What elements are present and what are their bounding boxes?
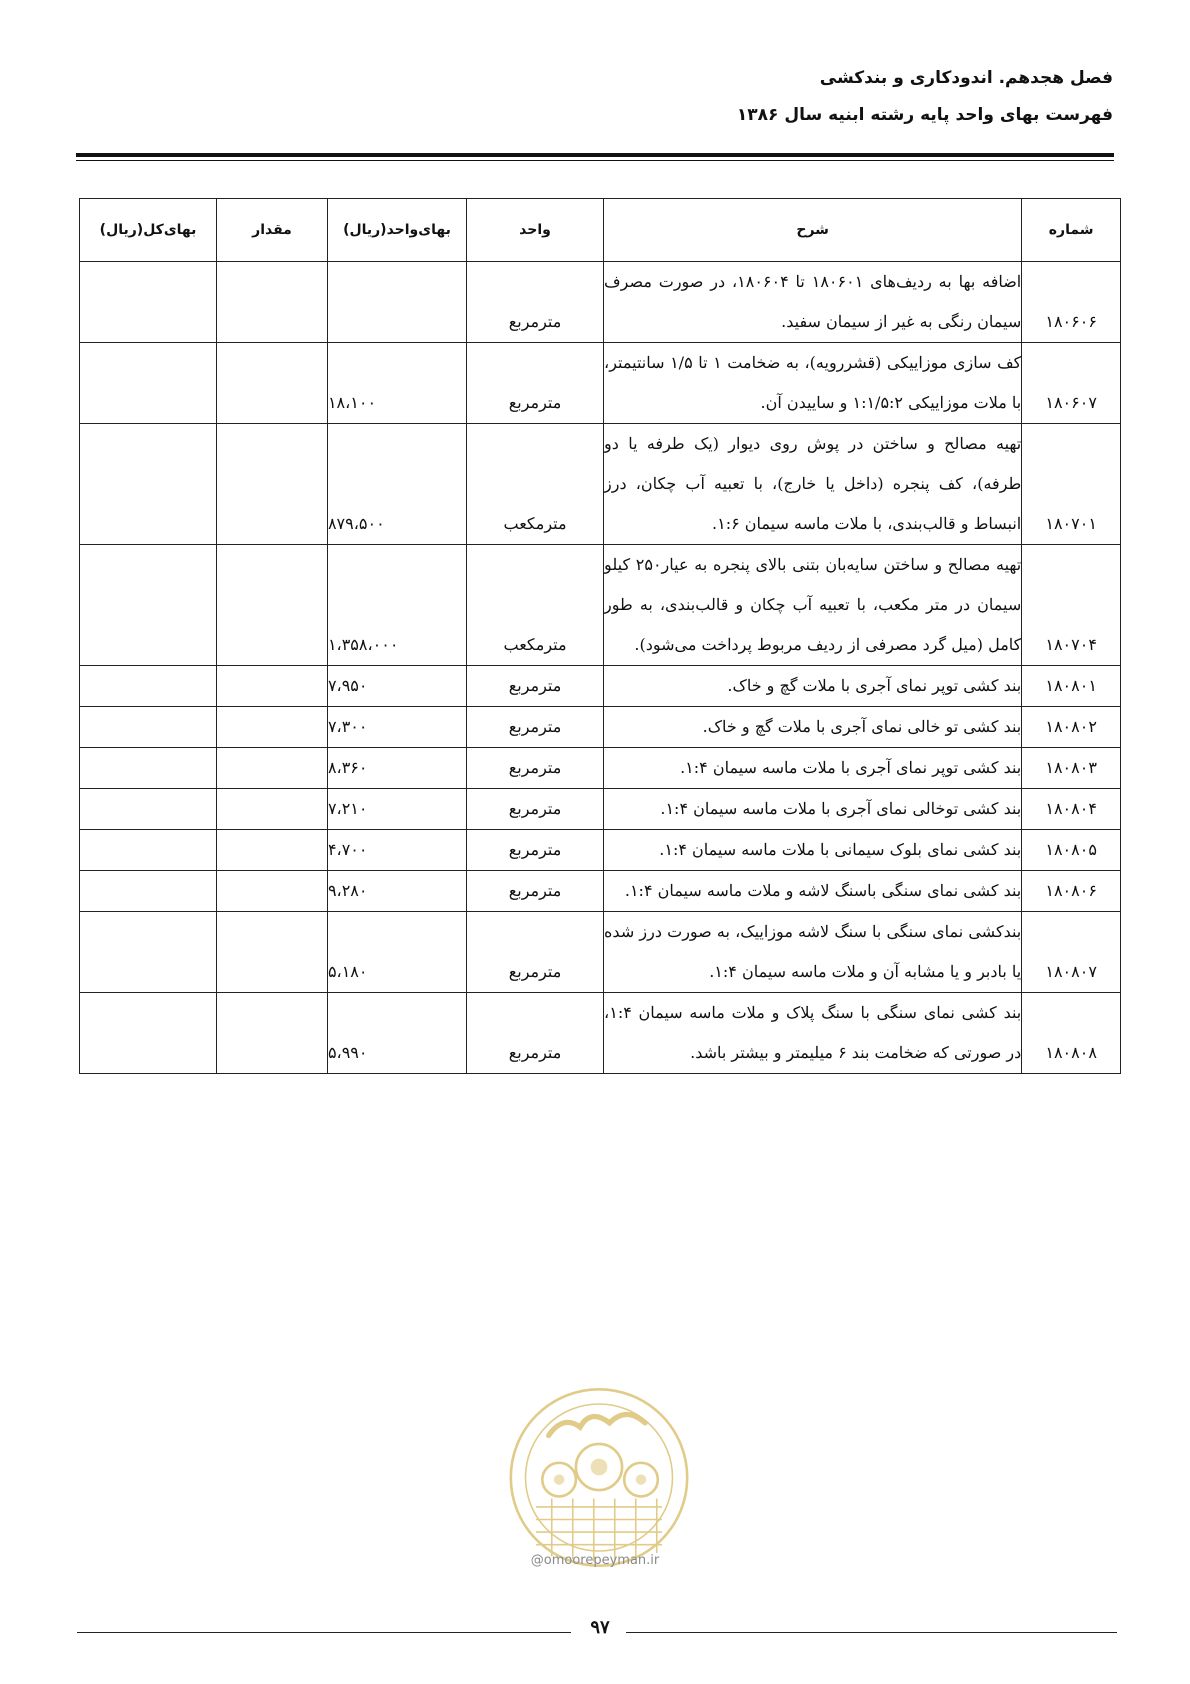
table-row bbox=[80, 666, 1121, 707]
header-rule-thick bbox=[76, 153, 1114, 157]
cell-unit: مترمکعب bbox=[467, 545, 604, 666]
cell-total-price bbox=[80, 666, 217, 707]
cell-unit: مترمربع bbox=[467, 748, 604, 789]
cell-description: بند کشی نمای بلوک سیمانی با ملات ماسه سیمان ۱:۴. bbox=[604, 830, 1022, 871]
watermark-url: @omoorepeyman.ir bbox=[530, 1553, 660, 1568]
cell-quantity bbox=[217, 707, 328, 748]
cell-total-price bbox=[80, 748, 217, 789]
cell-total-price bbox=[80, 871, 217, 912]
cell-unit-price: ۴،۷۰۰ bbox=[327, 830, 466, 871]
column-header-total-price: بهای‌کل(ریال) bbox=[80, 199, 217, 262]
cell-number: ۱۸۰۷۰۱ bbox=[1022, 424, 1121, 545]
table-row bbox=[80, 262, 1121, 343]
table-row bbox=[80, 424, 1121, 545]
cell-total-price bbox=[80, 545, 217, 666]
cell-number: ۱۸۰۶۰۷ bbox=[1022, 343, 1121, 424]
page-number: ۹۷ bbox=[590, 1617, 610, 1638]
column-header-number: شماره bbox=[1022, 199, 1121, 262]
cell-description: بند کشی توپر نمای آجری با ملات ماسه سیمان ۱:۴. bbox=[604, 748, 1022, 789]
cell-quantity bbox=[217, 830, 328, 871]
table-row bbox=[80, 748, 1121, 789]
cell-unit-price bbox=[327, 262, 466, 343]
cell-quantity bbox=[217, 871, 328, 912]
column-header-description: شرح bbox=[604, 199, 1022, 262]
cell-unit: مترمربع bbox=[467, 789, 604, 830]
cell-unit: مترمربع bbox=[467, 707, 604, 748]
cell-description: کف سازی موزاییکی (قشررویه)، به ضخامت ۱ تا ۱/۵ سانتیمتر، با ملات موزاییکی ۱:۱/۵:۲ و ساییدن آن. bbox=[604, 343, 1022, 424]
page-header bbox=[737, 68, 1113, 125]
cell-description: بند کشی تو خالی نمای آجری با ملات گچ و خاک. bbox=[604, 707, 1022, 748]
cell-quantity bbox=[217, 343, 328, 424]
price-list-table bbox=[79, 198, 1121, 1074]
cell-unit: مترمکعب bbox=[467, 424, 604, 545]
cell-total-price bbox=[80, 424, 217, 545]
cell-quantity bbox=[217, 545, 328, 666]
table-row bbox=[80, 545, 1121, 666]
cell-number: ۱۸۰۸۰۶ bbox=[1022, 871, 1121, 912]
table-row bbox=[80, 830, 1121, 871]
cell-unit-price: ۱۸،۱۰۰ bbox=[327, 343, 466, 424]
cell-unit-price: ۷،۲۱۰ bbox=[327, 789, 466, 830]
column-header-unit-price: بهای‌واحد(ریال) bbox=[327, 199, 466, 262]
cell-description: تهیه مصالح و ساختن در پوش روی دیوار (یک طرفه یا دو طرفه)، کف پنجره (داخل یا خارج)، با تعبیه آب چکان، درز انبساط و قالب‌بندی، با ملات ماسه سیمان ۱:۶. bbox=[604, 424, 1022, 545]
cell-unit: مترمربع bbox=[467, 830, 604, 871]
footer-rule-right bbox=[626, 1632, 1117, 1633]
column-header-unit: واحد bbox=[467, 199, 604, 262]
table-row bbox=[80, 871, 1121, 912]
table-header-row bbox=[80, 199, 1121, 262]
cell-total-price bbox=[80, 789, 217, 830]
cell-total-price bbox=[80, 262, 217, 343]
cell-total-price bbox=[80, 993, 217, 1074]
footer-rule-left bbox=[77, 1632, 571, 1633]
cell-quantity bbox=[217, 424, 328, 545]
table-row bbox=[80, 707, 1121, 748]
table-body bbox=[80, 262, 1121, 1074]
cell-number: ۱۸۰۸۰۴ bbox=[1022, 789, 1121, 830]
cell-description: تهیه مصالح و ساختن سایه‌بان بتنی بالای پنجره به عیار۲۵۰ کیلو سیمان در متر مکعب، با تعبیه آب چکان و قالب‌بندی، به طور کامل (میل گرد مصرفی از ردیف مربوط پرداخت می‌شود). bbox=[604, 545, 1022, 666]
cell-number: ۱۸۰۸۰۸ bbox=[1022, 993, 1121, 1074]
cell-description: بند کشی توپر نمای آجری با ملات گچ و خاک. bbox=[604, 666, 1022, 707]
cell-unit: مترمربع bbox=[467, 343, 604, 424]
cell-unit: مترمربع bbox=[467, 912, 604, 993]
cell-total-price bbox=[80, 830, 217, 871]
cell-total-price bbox=[80, 343, 217, 424]
cell-number: ۱۸۰۸۰۳ bbox=[1022, 748, 1121, 789]
cell-unit-price: ۵،۹۹۰ bbox=[327, 993, 466, 1074]
cell-number: ۱۸۰۸۰۵ bbox=[1022, 830, 1121, 871]
cell-quantity bbox=[217, 262, 328, 343]
cell-quantity bbox=[217, 993, 328, 1074]
cell-quantity bbox=[217, 666, 328, 707]
cell-unit: مترمربع bbox=[467, 666, 604, 707]
cell-quantity bbox=[217, 912, 328, 993]
cell-number: ۱۸۰۸۰۲ bbox=[1022, 707, 1121, 748]
cell-description: بند کشی توخالی نمای آجری با ملات ماسه سیمان ۱:۴. bbox=[604, 789, 1022, 830]
cell-unit-price: ۷،۳۰۰ bbox=[327, 707, 466, 748]
cell-unit-price: ۱،۳۵۸،۰۰۰ bbox=[327, 545, 466, 666]
watermark-logo bbox=[494, 1362, 704, 1572]
cell-description: بند کشی نمای سنگی باسنگ لاشه و ملات ماسه سیمان ۱:۴. bbox=[604, 871, 1022, 912]
cell-unit-price: ۹،۲۸۰ bbox=[327, 871, 466, 912]
cell-unit-price: ۸،۳۶۰ bbox=[327, 748, 466, 789]
header-rule-thin bbox=[76, 160, 1114, 161]
table-row bbox=[80, 912, 1121, 993]
cell-unit-price: ۵،۱۸۰ bbox=[327, 912, 466, 993]
cell-description: بندکشی نمای سنگی با سنگ لاشه موزاییک، به صورت درز شده یا بادبر و یا مشابه آن و ملات ماسه سیمان ۱:۴. bbox=[604, 912, 1022, 993]
cell-number: ۱۸۰۷۰۴ bbox=[1022, 545, 1121, 666]
cell-unit: مترمربع bbox=[467, 993, 604, 1074]
cell-description: بند کشی نمای سنگی با سنگ پلاک و ملات ماسه سیمان ۱:۴، در صورتی که ضخامت بند ۶ میلیمتر و بیشتر باشد. bbox=[604, 993, 1022, 1074]
table-row bbox=[80, 993, 1121, 1074]
cell-number: ۱۸۰۸۰۱ bbox=[1022, 666, 1121, 707]
column-header-quantity: مقدار bbox=[217, 199, 328, 262]
cell-unit: مترمربع bbox=[467, 262, 604, 343]
cell-unit: مترمربع bbox=[467, 871, 604, 912]
cell-quantity bbox=[217, 789, 328, 830]
table-row bbox=[80, 343, 1121, 424]
cell-unit-price: ۷،۹۵۰ bbox=[327, 666, 466, 707]
cell-quantity bbox=[217, 748, 328, 789]
book-title: فهرست بهای واحد پایه رشته ابنیه سال ۱۳۸۶ bbox=[736, 105, 1113, 125]
cell-unit-price: ۸۷۹،۵۰۰ bbox=[327, 424, 466, 545]
cell-total-price bbox=[80, 707, 217, 748]
cell-number: ۱۸۰۸۰۷ bbox=[1022, 912, 1121, 993]
table-row bbox=[80, 789, 1121, 830]
cell-number: ۱۸۰۶۰۶ bbox=[1022, 262, 1121, 343]
cell-description: اضافه بها به ردیف‌های ۱۸۰۶۰۱ تا ۱۸۰۶۰۴، در صورت مصرف سیمان رنگی به غیر از سیمان سفید. bbox=[604, 262, 1022, 343]
cell-total-price bbox=[80, 912, 217, 993]
chapter-title: فصل هجدهم. اندودکاری و بندکشی bbox=[819, 68, 1113, 88]
